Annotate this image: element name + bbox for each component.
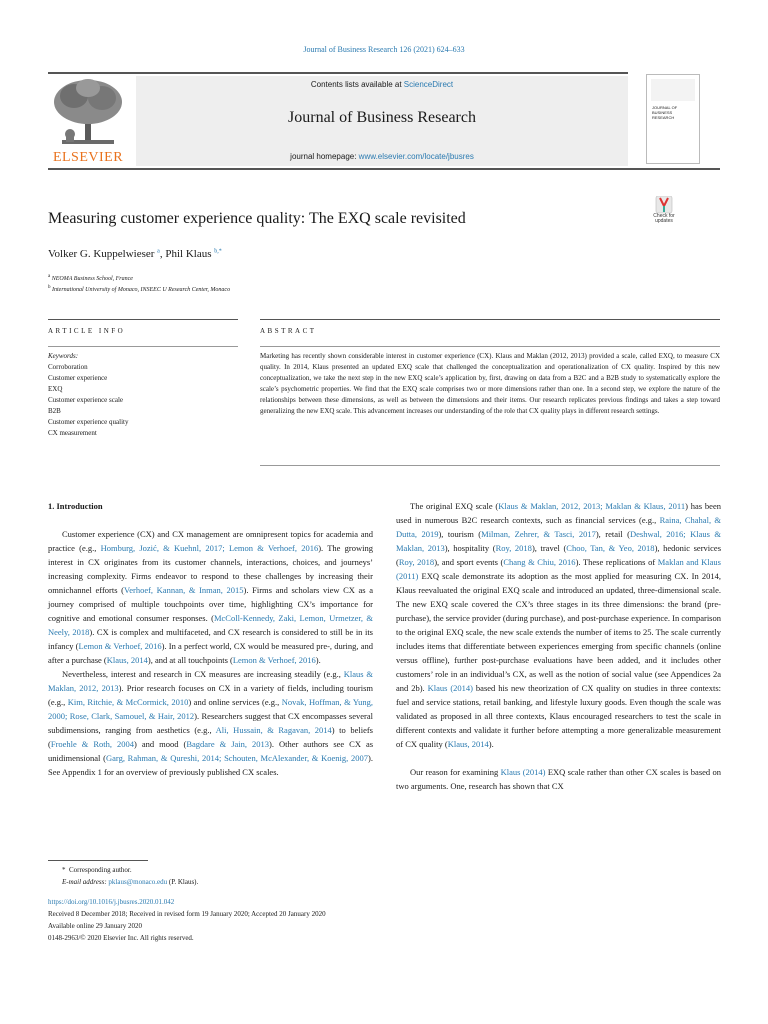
abstract-rule (260, 319, 720, 320)
abstract-text: Marketing has recently shown considerable interest in customer experience (CX). Klaus and Maklan (2012, 2013) provided a scale, called EXQ, to measure CX quality. In 2014, Klaus presented an updated EXQ scale that challenged the conceptualization and operationalization of CX quality. Inspired by this new conceptualization, we take the next step in the new EXQ scale’s application by, first, drawing on data from a B2C and a B2B study to systematically explore the scale’s psychometric properties. We find that the EXQ scale comprises two or more dimensions rather than one. In a second step, we explore the nature of the relationships between these dimensions, as well as between the dimensions and their items. Our research replicates previous findings and takes a step toward generalizing the new EXQ scale. This advancement increases our understanding of the role that CX quality plays in different research settings. (260, 352, 720, 415)
paragraph-text: ). Firms and scholars view CX as a journey comprised of multiple touchpoints over time, highlighting CX’s importance for cognitive and emotional consumer responses. ( (48, 585, 374, 623)
citation-link[interactable]: Froehle & Roth, 2004 (50, 739, 135, 749)
online-date: Available online 29 January 2020 (48, 922, 142, 930)
body-column-left (48, 499, 373, 779)
email-suffix: (P. Klaus). (167, 878, 199, 886)
paragraph-text: ). These replications of (575, 557, 658, 567)
keyword: EXQ (48, 385, 63, 393)
copyright: 0148-2963/© 2020 Elsevier Inc. All rights reserved. (48, 934, 194, 942)
homepage-prefix: journal homepage: (290, 152, 359, 161)
citation-link[interactable]: Klaus & Maklan, 2012, 2013 (48, 669, 373, 693)
paragraph-text: ). (315, 655, 321, 665)
citation-link[interactable]: Chang & Chiu, 2016 (503, 557, 576, 567)
paragraph-text: EXQ scale rather than other CX scales is based on two arguments. One, research has shown that CX (396, 767, 721, 791)
paragraph-text: ) has been used in numerous B2C research contexts, such as financial services (e.g., (396, 501, 721, 525)
paragraph-text: ) and online services (e.g., (188, 697, 282, 707)
paragraph-gap (396, 751, 721, 765)
article-info-heading: ARTICLE INFO (48, 327, 126, 335)
citation-link[interactable]: Klaus, 2014 (106, 655, 148, 665)
citation-link[interactable]: Verhoef, Kannan, & Inman, 2015 (124, 585, 244, 595)
affiliation (48, 274, 133, 282)
article-info-rule (48, 319, 238, 320)
paragraph-text: ) to beliefs ( (48, 725, 373, 749)
citation-link[interactable]: Roy, 2018 (495, 543, 532, 553)
keyword: Customer experience (48, 374, 108, 382)
paragraph-text: ). Other authors see CX as unidimensional ( (48, 739, 374, 763)
author-name[interactable]: Phil Klaus (165, 248, 212, 260)
footnotes (48, 864, 448, 944)
keywords-rule (48, 346, 238, 347)
author-name[interactable]: Volker G. Kuppelwieser (48, 248, 155, 260)
paragraph-text: ). See Appendix 1 for an overview of previously published CX scales. (48, 753, 373, 777)
paragraph-text: ), hedonic services ( (396, 543, 722, 567)
keywords-label: Keywords: (48, 352, 79, 360)
paragraph-text: ). (488, 739, 494, 749)
citation-link[interactable]: Bagdare & Jain, 2013 (186, 739, 270, 749)
cover-title-line: BUSINESS (652, 110, 673, 115)
citation-link[interactable]: Garg, Rahman, & Qureshi, 2014; Schouten, McAlexander, & Koenig, 2007 (105, 753, 369, 763)
corresponding-author-text: Corresponding author. (69, 866, 132, 874)
paragraph-text: ), and sport events ( (434, 557, 504, 567)
keyword: Customer experience quality (48, 418, 129, 426)
tree-icon (48, 76, 128, 148)
affiliation-text: International University of Monaco, INSEEC U Research Center, Monaco (52, 287, 231, 293)
paragraph (396, 499, 721, 751)
received-dates: Received 8 December 2018; Received in revised form 19 January 2020; Accepted 20 January 2020 (48, 910, 326, 918)
paragraph (396, 765, 721, 793)
citation-link[interactable]: Lemon & Verhoef, 2016 (232, 655, 316, 665)
article-title: Measuring customer experience quality: The EXQ scale revisited (48, 210, 466, 227)
cover-title (652, 105, 677, 120)
paragraph-text: ). Researchers suggest that CX encompasses several subdimensions, ranging from aesthetics (e.g., (48, 711, 373, 735)
paragraph (48, 667, 373, 779)
paragraph-text: ), tourism ( (438, 529, 482, 539)
affiliation-mark: b (48, 285, 51, 290)
affiliation (48, 285, 230, 293)
footnote-rule (48, 860, 148, 861)
email-link[interactable]: pklaus@monaco.edu (108, 878, 168, 886)
paragraph-text: ). Prior research focuses on CX in a variety of fields, including tourism (e.g., (48, 683, 374, 707)
paragraph (48, 527, 373, 667)
paragraph-text: The original EXQ scale ( (410, 501, 499, 511)
keyword: Customer experience scale (48, 396, 124, 404)
paragraph-text: ), and at all touchpoints ( (147, 655, 233, 665)
paragraph-text: ) and mood ( (134, 739, 187, 749)
citation-link[interactable]: Klaus (2014) (500, 767, 546, 777)
contents-line (136, 80, 628, 89)
paragraph-text: ), hospitality ( (444, 543, 496, 553)
affiliation-text: NEOMA Business School, France (51, 276, 133, 282)
sciencedirect-link[interactable]: ScienceDirect (403, 80, 454, 89)
abstract-heading: ABSTRACT (260, 327, 317, 335)
paragraph-text: Customer experience (CX) and CX management are omnipresent topics for academia and practice (e.g., (48, 529, 373, 553)
paragraph-text: Nevertheless, interest and research in CX measures are increasing steadily (e.g., (62, 669, 344, 679)
affiliation-mark: a (48, 274, 51, 279)
homepage-line (136, 152, 628, 161)
keyword: Corroboration (48, 363, 88, 371)
author-affiliation-mark[interactable]: b,* (214, 248, 222, 255)
citation-link[interactable]: Klaus, 2014 (447, 739, 489, 749)
citation-link[interactable]: Kim, Ritchie, & McCormick, 2010 (67, 697, 189, 707)
citation-link[interactable]: Milman, Zehrer, & Tasci, 2017 (481, 529, 596, 539)
citation-link[interactable]: Klaus (2014) (427, 683, 473, 693)
asterisk-mark: * (62, 866, 69, 874)
citation-link[interactable]: Novak, Hoffman, & Yung, 2000; Rose, Clark, Samouel, & Hair, 2012 (48, 697, 373, 721)
email-label: E-mail address: (62, 878, 109, 886)
footnote-gap (48, 888, 448, 896)
keywords-list (48, 351, 238, 439)
corresponding-author-note (48, 864, 448, 876)
paragraph-text: ), retail ( (595, 529, 630, 539)
citation-link[interactable]: Homburg, Jozić, & Kuehnl, 2017; Lemon & Verhoef, 2016 (100, 543, 319, 553)
abstract-top-rule (260, 346, 720, 347)
citation-link[interactable]: Deshwal, 2016; Klaus & Maklan, 2013 (396, 529, 722, 553)
paragraph-text: ). CX is complex and multifaceted, and CX research is considered to still be in its infancy ( (48, 627, 373, 651)
cover-title-line: JOURNAL OF (652, 105, 678, 110)
crossmark-label: Check for updates (653, 213, 675, 224)
citation-link[interactable]: Choo, Tan, & Yeo, 2018 (566, 543, 655, 553)
paragraph-text: ). The growing interest in CX originates from its customer channels, interactions, choices, and journeys’ increasing complexity. Firms endeavor to respond to these challenges by increasing their omnichannel efforts ( (48, 543, 373, 595)
section-heading: 1. Introduction (48, 501, 103, 511)
cover-title-line: RESEARCH (652, 115, 675, 120)
author-list: Volker G. Kuppelwieser $^a$, Phil Klaus $^{b,*}$ (48, 248, 222, 260)
journal-citation[interactable]: Journal of Business Research 126 (2021) 624–633 (303, 45, 465, 54)
journal-cover-thumbnail[interactable] (646, 74, 700, 164)
email-line (48, 876, 448, 888)
paragraph-text: EXQ scale demonstrate its adoption as the most applied for measuring CX. In 2014, Klaus reevaluated the original EXQ scale and introduced an updated, three-dimensional scale. The new EXQ scale covered the CX’s three stages in its three dimensions: the brand (pre-purchase), the service provider (during purchase), and post-purchase experience. In comparison to the original EXQ scale, the new scale extends the number of items to 25. The scale currently includes items that differentiate between experiences emerging from specific channels (online versus offline), further post-purchase evaluations have been added, and it includes other customers’ role in an individual’s CX, as well as the notion of social value (see Appendices 2a and 2b). (396, 571, 721, 693)
body-column-right (396, 499, 721, 793)
publisher-name: ELSEVIER (52, 150, 124, 165)
paragraph-text: Our reason for examining (410, 767, 501, 777)
cover-graphic (651, 79, 695, 101)
contents-prefix: Contents lists available at (310, 80, 404, 89)
author-affiliation-mark[interactable]: a (157, 248, 160, 255)
masthead-bottom-rule (48, 168, 720, 170)
citation-link[interactable]: Roy, 2018 (398, 557, 435, 567)
paragraph-text: based his new theorization of CX quality on studies in three contexts: fuel and service stations, retail banking, and lifestyle luxury goods. Even though the scale was validated as proposed in all three contexts, Klaus encouraged researchers to test the scale in different contexts and validate it further before attempting a more generalizable measurement of CX quality ( (396, 683, 721, 749)
paragraph-text: ). In a perfect world, CX would be measured pre-, during, and after a purchase ( (48, 641, 373, 665)
citation-link[interactable]: Lemon & Verhoef, 2016 (78, 641, 162, 651)
journal-title: Journal of Business Research (288, 109, 476, 126)
abstract-bottom-rule (260, 465, 720, 466)
masthead-top-rule (48, 72, 628, 74)
citation-link[interactable]: Maklan and Klaus (2011) (396, 557, 721, 581)
doi-link[interactable]: https://doi.org/10.1016/j.jbusres.2020.01.042 (48, 898, 175, 906)
keyword: B2B (48, 407, 61, 415)
citation-link[interactable]: Klaus & Maklan, 2012, 2013; Maklan & Klaus, 2011 (498, 501, 686, 511)
citation-link[interactable]: Ali, Hussain, & Ragavan, 2014 (215, 725, 332, 735)
homepage-link[interactable]: www.elsevier.com/locate/jbusres (358, 152, 474, 161)
citation-link[interactable]: Raina, Chahal, & Dutta, 2019 (396, 515, 721, 539)
paragraph-text: ), travel ( (531, 543, 567, 553)
citation-link[interactable]: McColl-Kennedy, Zaki, Lemon, Urmetzer, & Neely, 2018 (48, 613, 374, 637)
keyword: CX measurement (48, 429, 97, 437)
